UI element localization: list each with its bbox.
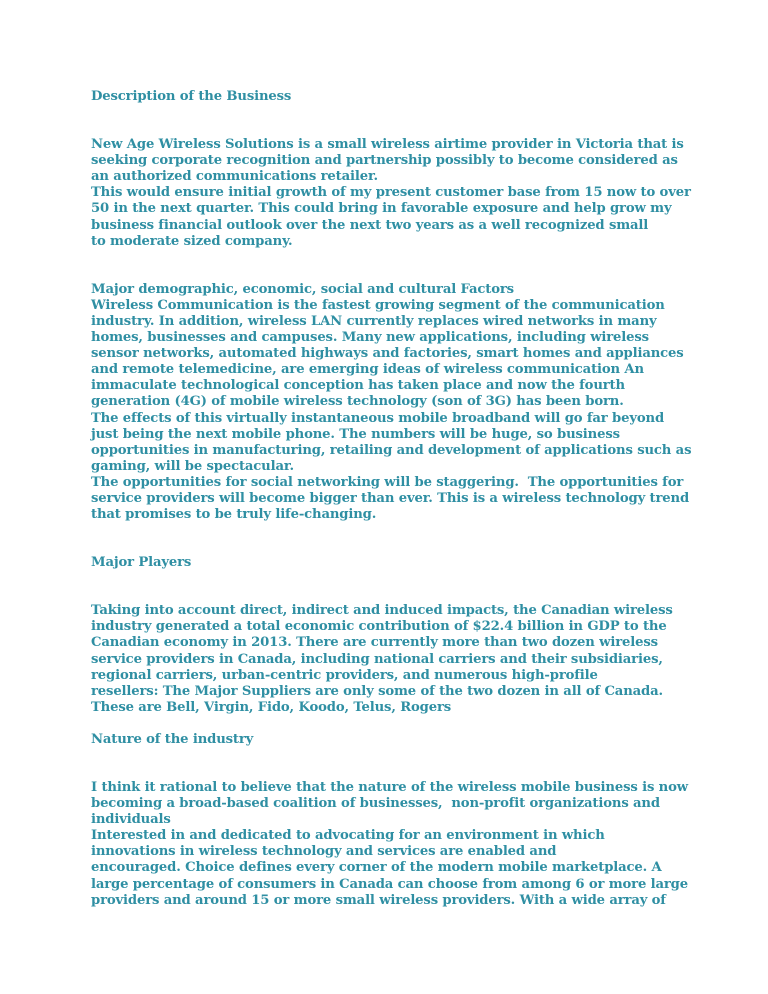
- paragraph-line: seeking corporate recognition and partnership possibly to become considered as: [91, 153, 678, 169]
- paragraph-line: Interested in and dedicated to advocating for an environment in which: [91, 828, 605, 844]
- paragraph-line: individuals: [91, 812, 171, 828]
- paragraph-line: 50 in the next quarter. This could bring in favorable exposure and help grow my: [91, 201, 672, 217]
- paragraph-line: New Age Wireless Solutions is a small wireless airtime provider in Victoria that is: [91, 137, 684, 153]
- paragraph-line: generation (4G) of mobile wireless technology (son of 3G) has been born.: [91, 394, 624, 410]
- paragraph-line: industry. In addition, wireless LAN currently replaces wired networks in many: [91, 313, 657, 329]
- paragraph-line: The effects of this virtually instantaneous mobile broadband will go far beyond: [91, 410, 665, 426]
- spacer: [91, 571, 691, 603]
- paragraph-line: business financial outlook over the next two years as a well recognized small: [91, 217, 649, 233]
- paragraph-line: large percentage of consumers in Canada can choose from among 6 or more large: [91, 876, 688, 892]
- heading-players: Major Players: [91, 555, 192, 571]
- paragraph-line: gaming, will be spectacular.: [91, 458, 294, 474]
- paragraph-line: The opportunities for social networking will be staggering. The opportunities for: [91, 474, 684, 490]
- spacer: [91, 523, 691, 555]
- paragraph-line: that promises to be truly life-changing.: [91, 507, 377, 523]
- section-players: [91, 603, 691, 716]
- spacer: [91, 250, 691, 282]
- paragraph-line: This would ensure initial growth of my present customer base from 15 now to over: [91, 185, 691, 201]
- heading-industry: Nature of the industry: [91, 731, 254, 747]
- heading-description: Description of the Business: [91, 89, 292, 104]
- paragraph-line: homes, businesses and campuses. Many new applications, including wireless: [91, 330, 649, 346]
- paragraph-line: to moderate sized company.: [91, 233, 293, 249]
- paragraph-line: sensor networks, automated highways and factories, smart homes and appliances: [91, 346, 684, 362]
- paragraph-line: encouraged. Choice defines every corner of the modern mobile marketplace. A: [91, 860, 662, 876]
- paragraph-line: innovations in wireless technology and services are enabled and: [91, 844, 557, 860]
- paragraph-line: opportunities in manufacturing, retailing and development of applications such as: [91, 442, 692, 458]
- paragraph-line: Taking into account direct, indirect and induced impacts, the Canadian wireless: [91, 603, 673, 619]
- paragraph-line: immaculate technological conception has taken place and now the fourth: [91, 378, 625, 394]
- paragraph-line: These are Bell, Virgin, Fido, Koodo, Telus, Rogers: [91, 699, 452, 715]
- paragraph-line: just being the next mobile phone. The numbers will be huge, so business: [91, 426, 620, 442]
- paragraph-line: service providers in Canada, including national carriers and their subsidiaries,: [91, 651, 663, 667]
- heading-factors: Major demographic, economic, social and cultural Factors: [91, 281, 514, 297]
- paragraph-line: providers and around 15 or more small wireless providers. With a wide array of: [91, 892, 666, 908]
- spacer: [91, 105, 691, 137]
- paragraph-line: I think it rational to believe that the nature of the wireless mobile business is now: [91, 780, 688, 795]
- paragraph-line: and remote telemedicine, are emerging ideas of wireless communication An: [91, 362, 644, 378]
- paragraph-line: Wireless Communication is the fastest growing segment of the communication: [91, 297, 665, 313]
- section-description: [91, 137, 691, 250]
- paragraph-line: regional carriers, urban-centric providers, and numerous high-profile: [91, 667, 598, 683]
- spacer: [91, 716, 691, 732]
- document-body: [91, 89, 691, 909]
- paragraph-line: resellers: The Major Suppliers are only some of the two dozen in all of Canada.: [91, 683, 663, 699]
- paragraph-line: service providers will become bigger than ever. This is a wireless technology trend: [91, 490, 690, 506]
- spacer: [91, 748, 691, 780]
- paragraph-line: becoming a broad-based coalition of businesses, non-profit organizations and: [91, 796, 660, 812]
- paragraph-line: Canadian economy in 2013. There are currently more than two dozen wireless: [91, 635, 658, 651]
- paragraph-line: an authorized communications retailer.: [91, 169, 378, 185]
- paragraph-line: industry generated a total economic contribution of $22.4 billion in GDP to the: [91, 619, 667, 635]
- section-industry: [91, 780, 691, 909]
- section-factors: [91, 298, 691, 523]
